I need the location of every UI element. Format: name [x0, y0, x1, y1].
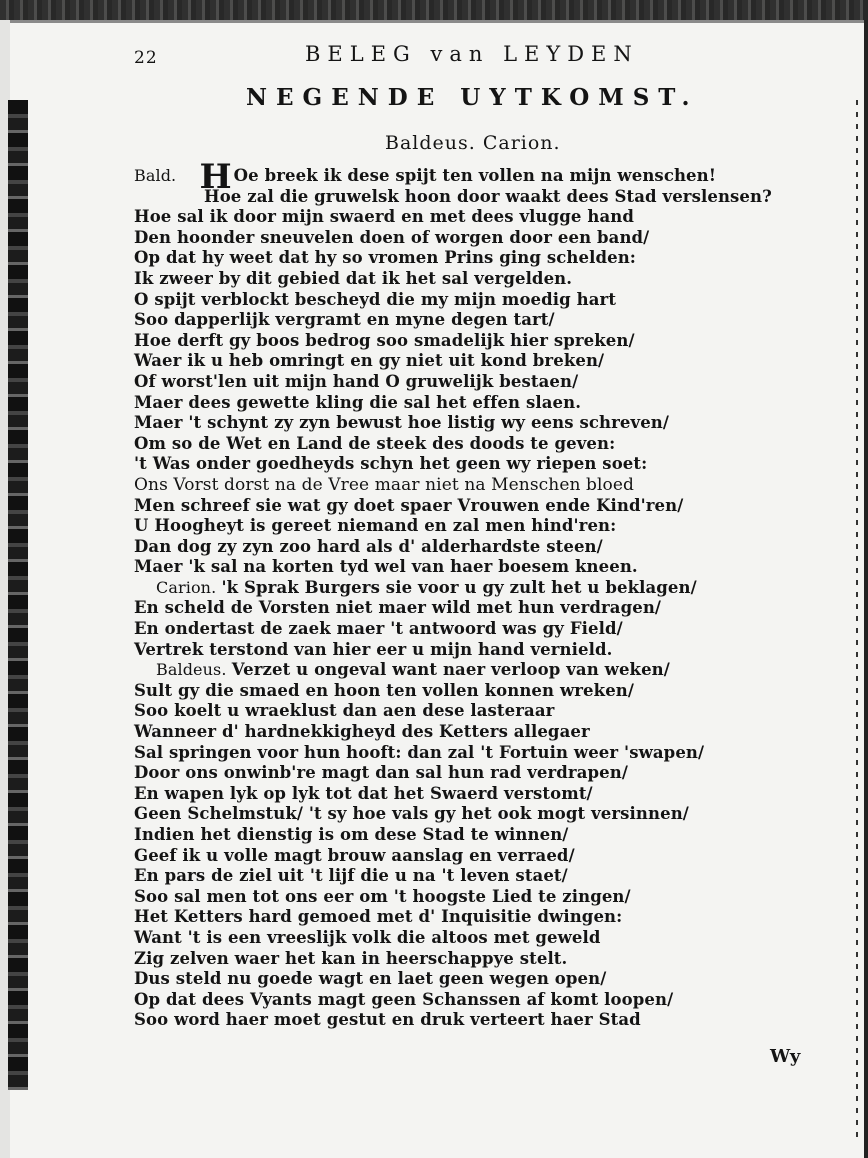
- verse-line: [134, 351, 824, 372]
- drop-initial: H: [199, 157, 232, 197]
- verse-line: [134, 496, 824, 517]
- scan-edge-top: [0, 0, 868, 20]
- verse-line-text: Het Ketters hard gemoed met d' Inquisitie dwingen:: [134, 907, 623, 927]
- verse-line: [134, 846, 824, 867]
- verse-line-text: Soo koelt u wraeklust dan aen dese lasteraar: [134, 701, 555, 721]
- verse-line-text: Hoe derft gy boos bedrog soo smadelijk hier spreken/: [134, 330, 635, 350]
- verse-line: [134, 557, 824, 578]
- speaker-label: Baldeus.: [156, 660, 232, 680]
- verse-line: [134, 310, 824, 331]
- verse-line: [134, 372, 824, 393]
- verse-line-text: Wanneer d' hardnekkigheyd des Ketters allegaer: [134, 722, 590, 742]
- verse-line-text: En pars de ziel uit 't lijf die u na 't leven staet/: [134, 866, 568, 886]
- page-number: 22: [134, 48, 158, 68]
- verse-line: [134, 907, 824, 928]
- verse-line: [134, 866, 824, 887]
- verse-line: [134, 640, 824, 661]
- verse-line: [134, 228, 824, 249]
- verse-line-text: Waer ik u heb omringt en gy niet uit kond breken/: [134, 351, 605, 371]
- verse-line-text-roman: Ons Vorst dorst na de Vree maar niet na Menschen bloed: [134, 474, 635, 495]
- catchword: Wy: [770, 1046, 801, 1067]
- verse-line: [134, 516, 824, 537]
- verse-line: [134, 619, 824, 640]
- verse-line: [134, 248, 824, 269]
- scan-edge-right-dashes: [856, 100, 858, 1140]
- scan-edge-right: [864, 20, 868, 1158]
- verse-line: [134, 969, 824, 990]
- verse-line: [134, 784, 824, 805]
- page-header: [0, 38, 868, 78]
- verse-line: [134, 928, 824, 949]
- running-title: BELEG van LEYDEN: [305, 42, 639, 66]
- verse-line-text: Op dat dees Vyants magt geen Schanssen af komt loopen/: [134, 989, 674, 1009]
- verse-line: [134, 660, 824, 681]
- verse-line: [134, 743, 824, 764]
- verse-line-text: Geen Schelmstuk/ 't sy hoe vals gy het ook mogt versinnen/: [134, 804, 689, 824]
- verse-line-text: Op dat hy weet dat hy so vromen Prins ging schelden:: [134, 248, 636, 268]
- verse-line-text: Oe breek ik dese spijt ten vollen na mijn wenschen!: [233, 166, 717, 185]
- verse-line: [134, 207, 824, 228]
- verse-line: [134, 578, 824, 599]
- verse-line-text: Dus steld nu goede wagt en laet geen wegen open/: [134, 969, 607, 989]
- verse-line-text: Hoe zal die gruwelsk hoon door waakt dees Stad verslensen?: [204, 186, 772, 206]
- verse-line: [134, 537, 824, 558]
- verse-line-text: Soo dapperlijk vergramt en myne degen tart/: [134, 310, 555, 330]
- verse-line-text: Soo sal men tot ons eer om 't hoogste Lied te zingen/: [134, 886, 631, 906]
- verse-line-text: Maer dees gewette kling die sal het effen slaen.: [134, 392, 582, 412]
- verse-line: [134, 434, 824, 455]
- verse-line-text: U Hoogheyt is gereet niemand en zal men hind'ren:: [134, 516, 617, 536]
- speaker-label: Carion.: [156, 577, 222, 597]
- verse-line: [134, 598, 824, 619]
- verse-line-text: 'k Sprak Burgers sie voor u gy zult het u beklagen/: [221, 577, 697, 597]
- verse-line: [134, 804, 824, 825]
- verse-line-text: Geef ik u volle magt brouw aanslag en verraed/: [134, 845, 575, 865]
- scan-edge-line: [0, 20, 868, 23]
- verse-line-text: En ondertast de zaek maer 't antwoord was gy Field/: [134, 619, 623, 639]
- verse-line: [134, 187, 824, 208]
- verse-line-text: Om so de Wet en Land de steek des doods te geven:: [134, 433, 616, 453]
- verse-line: [134, 722, 824, 743]
- section-title: NEGENDE UYTKOMST.: [246, 84, 699, 111]
- verse-line: [134, 681, 824, 702]
- verse-line: [134, 825, 824, 846]
- verse-line-text: 't Was onder goedheyds schyn het geen wy riepen soet:: [134, 454, 648, 474]
- verse-line-text: En wapen lyk op lyk tot dat het Swaerd verstomt/: [134, 783, 593, 803]
- verse-line-text: Men schreef sie wat gy doet spaer Vrouwen ende Kind'ren/: [134, 495, 684, 515]
- verse-text: [134, 157, 824, 1031]
- verse-line: [134, 413, 824, 434]
- verse-line-text: En scheld de Vorsten niet maer wild met hun verdragen/: [134, 598, 662, 618]
- verse-line-text: Ik zweer by dit gebied dat ik het sal vergelden.: [134, 268, 573, 288]
- verse-line-text: Hoe sal ik door mijn swaerd en met dees vlugge hand: [134, 207, 634, 227]
- verse-line-text: Sult gy die smaed en hoon ten vollen konnen wreken/: [134, 680, 635, 700]
- verse-line-text: Verzet u ongeval want naer verloop van weken/: [231, 660, 670, 680]
- verse-line: [134, 454, 824, 475]
- verse-line-text: Soo word haer moet gestut en druk verteert haer Stad: [134, 1010, 641, 1030]
- verse-line-text: O spijt verblockt bescheyd die my mijn moedig hart: [134, 289, 617, 309]
- verse-line: [134, 331, 824, 352]
- verse-line: [134, 949, 824, 970]
- verse-line-text: Want 't is een vreeslijk volk die altoos met geweld: [134, 927, 601, 947]
- verse-line-text: Vertrek terstond van hier eer u mijn hand vernield.: [134, 639, 613, 659]
- verse-line-text: Door ons onwinb're magt dan sal hun rad verdrapen/: [134, 763, 628, 783]
- verse-line: [134, 990, 824, 1011]
- verse-line-text: Zig zelven waer het kan in heerschappye stelt.: [134, 948, 568, 968]
- verse-line: [134, 475, 824, 496]
- verse-line-text: Sal springen voor hun hooft: dan zal 't Fortuin weer 'swapen/: [134, 742, 705, 762]
- verse-line: [134, 269, 824, 290]
- verse-line: [134, 887, 824, 908]
- verse-line: [134, 290, 824, 311]
- verse-line-text: Maer 'k sal na korten tyd wel van haer boesem kneen.: [134, 557, 638, 577]
- verse-line-text: Dan dog zy zyn zoo hard als d' alderhardste steen/: [134, 536, 603, 556]
- scan-edge-left: [8, 100, 28, 1090]
- verse-line-text: Maer 't schynt zy zyn bewust hoe listig wy eens schreven/: [134, 413, 670, 433]
- verse-line: [134, 763, 824, 784]
- verse-line-text: Of worst'len uit mijn hand O gruwelijk bestaen/: [134, 371, 579, 391]
- speakers-heading: Baldeus. Carion.: [385, 132, 561, 154]
- verse-line: [134, 1010, 824, 1031]
- verse-line-text: Den hoonder sneuvelen doen of worgen door een band/: [134, 227, 650, 247]
- verse-line: [134, 393, 824, 414]
- verse-line-text: Indien het dienstig is om dese Stad te winnen/: [134, 825, 569, 844]
- verse-line: [134, 701, 824, 722]
- speaker-label: Bald.: [134, 166, 182, 185]
